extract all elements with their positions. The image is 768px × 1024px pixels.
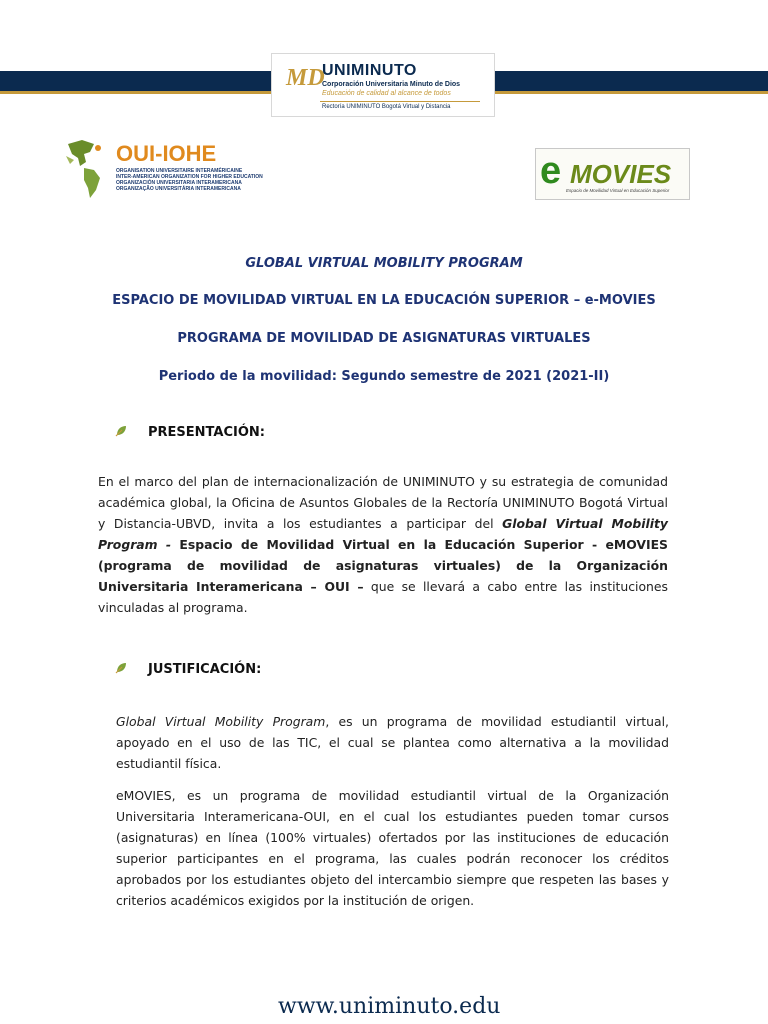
oui-iohe-logo: [64, 138, 264, 202]
justificacion-paragraph-2: eMOVIES, es un programa de movilidad estudiantil virtual de la Organización Universitaria Interamericana-OUI, en el cual los estudiantes pueden tomar cursos (asignaturas) en línea (100% virtuales) ofertados por las instituciones de educación superior participantes en el programa, las cuales podrán reconocer los créditos aprobados por los estudiantes objeto del intercambio siempre que respeten las bases y criterios académicos exigidos por la institución de origen.: [116, 788, 669, 908]
program-subtitle: PROGRAMA DE MOVILIDAD DE ASIGNATURAS VIRTUALES: [177, 331, 591, 346]
oui-line: ORGANIZACIÓN UNIVERSITARIA INTERAMERICANA: [116, 180, 242, 186]
section-title: JUSTIFICACIÓN:: [148, 662, 262, 677]
emovies-logo-tagline: Espacio de Movilidad Virtual en Educación Superior: [566, 188, 670, 193]
paragraph-text: En el marco del plan de internacionalización de UNIMINUTO y su estrategia de comunidad académica global, la Oficina de Asuntos Globales de la Rectoría UNIMINUTO Bogotá Virtual y Distancia-UBVD, invita a los estudiantes a participar del: [98, 474, 668, 531]
uniminuto-logo-name: UNIMINUTO: [322, 62, 417, 79]
section-heading-justificacion: [114, 661, 261, 677]
program-name-italic: Global Virtual Mobility Program: [116, 714, 326, 729]
uniminuto-logo: [271, 53, 495, 117]
presentacion-paragraph: [98, 471, 668, 618]
americas-map-icon: [64, 138, 110, 200]
section-heading-presentacion: [114, 424, 265, 440]
oui-line: ORGANIZAÇÃO UNIVERSITÁRIA INTERAMERICANA: [116, 186, 241, 192]
oui-title: OUI-IOHE: [116, 141, 217, 166]
paragraph-text: que se llevará a cabo entre las instituciones vinculadas al programa.: [98, 579, 668, 615]
uniminuto-logo-mark: MD: [286, 65, 325, 91]
leaf-bullet-icon: [114, 661, 128, 675]
emovies-logo: [535, 148, 690, 200]
emovies-name-emphasis: Espacio de Movilidad Virtual en la Educación Superior - eMOVIES (programa de movilidad de asignaturas virtuales) de la Organización Universitaria Interamericana – OUI –: [98, 537, 668, 594]
uniminuto-logo-tagline: Educación de calidad al alcance de todos: [322, 90, 451, 97]
emovies-logo-word: MOVIES: [570, 159, 672, 189]
leaf-bullet-icon: [114, 424, 128, 438]
space-title: ESPACIO DE MOVILIDAD VIRTUAL EN LA EDUCACIÓN SUPERIOR – e-MOVIES: [112, 293, 656, 308]
oui-line: INTER-AMERICAN ORGANIZATION FOR HIGHER EDUCATION: [116, 174, 263, 180]
section-title: PRESENTACIÓN:: [148, 425, 265, 440]
uniminuto-logo-divider: [320, 101, 480, 102]
emovies-logo-initial: e: [540, 150, 562, 192]
program-title: GLOBAL VIRTUAL MOBILITY PROGRAM: [245, 256, 523, 271]
program-name-emphasis: Global Virtual Mobility Program -: [98, 516, 668, 552]
paragraph-text: , es un programa de movilidad estudiantil virtual, apoyado en el uso de las TIC, el cual se plantea como alternativa a la movilidad estudiantil física.: [116, 714, 669, 771]
uniminuto-logo-subtitle: Corporación Universitaria Minuto de Dios: [322, 81, 461, 88]
oui-line: ORGANISATION UNIVERSITAIRE INTERAMÉRICAINE: [116, 168, 243, 174]
justificacion-paragraph-1: [116, 711, 669, 774]
footer-url: www.uniminuto.edu: [278, 994, 501, 1019]
mobility-period: Periodo de la movilidad: Segundo semestre de 2021 (2021-II): [158, 369, 610, 384]
uniminuto-logo-rectoria: Rectoría UNIMINUTO Bogotá Virtual y Distancia: [322, 104, 451, 110]
